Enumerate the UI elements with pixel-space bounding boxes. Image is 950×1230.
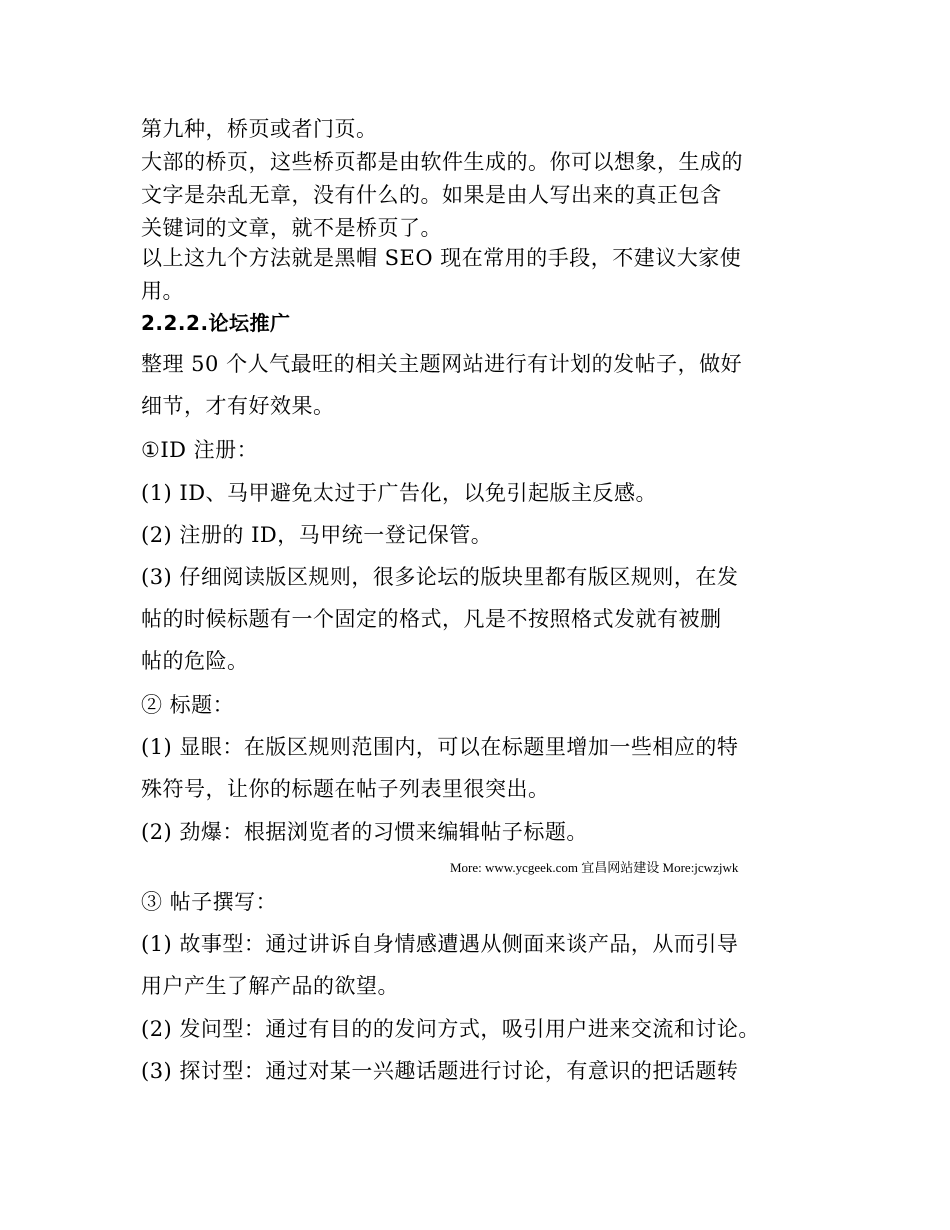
text-line: 大部的桥页，这些桥页都是由软件生成的。你可以想象，生成的: [141, 150, 743, 174]
paragraph-ninth-method: [141, 113, 821, 146]
text-line: 整理 50 个人气最旺的相关主题网站进行有计划的发帖子，做好: [141, 352, 743, 376]
text-line: (2) 注册的 ID，马甲统一登记保管。: [141, 523, 493, 547]
footer-note: More: www.ycgeek.com 宜昌网站建设 More:jcwzjwk: [450, 860, 739, 875]
list-item: [141, 1008, 821, 1050]
list-item: [141, 556, 821, 682]
section-heading: 2.2.2.论坛推广: [141, 311, 291, 335]
text-line: (2) 发问型：通过有目的的发问方式，吸引用户进来交流和讨论。: [141, 1017, 760, 1041]
list-item: [141, 923, 821, 1007]
text-line: (1) 显眼：在版区规则范围内，可以在标题里增加一些相应的特: [141, 735, 739, 759]
list-item: [141, 472, 821, 514]
subheading-post-writing: [141, 881, 821, 923]
text-line: 殊符号，让你的标题在帖子列表里很突出。: [141, 777, 550, 801]
text-line: 帖的危险。: [141, 649, 249, 673]
paragraph-black-hat-summary: [141, 242, 821, 308]
text-line: (3) 仔细阅读版区规则，很多论坛的版块里都有版区规则，在发: [141, 565, 739, 589]
paragraph-bridge-pages: [141, 146, 821, 245]
text-line: 用。: [141, 279, 184, 303]
text-line: 关键词的文章，就不是桥页了。: [141, 216, 442, 240]
list-item: [141, 811, 821, 853]
list-item: [141, 514, 821, 556]
list-item: [141, 1050, 821, 1092]
text-line: (1) ID、马甲避免太过于广告化，以免引起版主反感。: [141, 481, 658, 505]
text-line: 帖的时候标题有一个固定的格式，凡是不按照格式发就有被删: [141, 607, 722, 631]
text-line: ② 标题：: [141, 693, 235, 717]
subheading-title: [141, 684, 821, 726]
text-line: ①ID 注册：: [141, 438, 259, 462]
paragraph-forum-intro: [141, 343, 821, 427]
text-line: ③ 帖子撰写：: [141, 890, 278, 914]
text-line: (1) 故事型：通过讲诉自身情感遭遇从侧面来谈产品，从而引导: [141, 932, 739, 956]
text-line: 用户产生了解产品的欲望。: [141, 974, 399, 998]
text-line: (3) 探讨型：通过对某一兴趣话题进行讨论，有意识的把话题转: [141, 1059, 739, 1083]
text-line: (2) 劲爆：根据浏览者的习惯来编辑帖子标题。: [141, 820, 588, 844]
text-line: 第九种，桥页或者门页。: [141, 117, 378, 141]
list-item: [141, 726, 821, 810]
text-line: 以上这九个方法就是黑帽 SEO 现在常用的手段，不建议大家使: [141, 246, 742, 270]
text-line: 细节，才有好效果。: [141, 394, 335, 418]
text-line: 文字是杂乱无章，没有什么的。如果是由人写出来的真正包含: [141, 183, 722, 207]
subheading-id-registration: [141, 429, 821, 471]
